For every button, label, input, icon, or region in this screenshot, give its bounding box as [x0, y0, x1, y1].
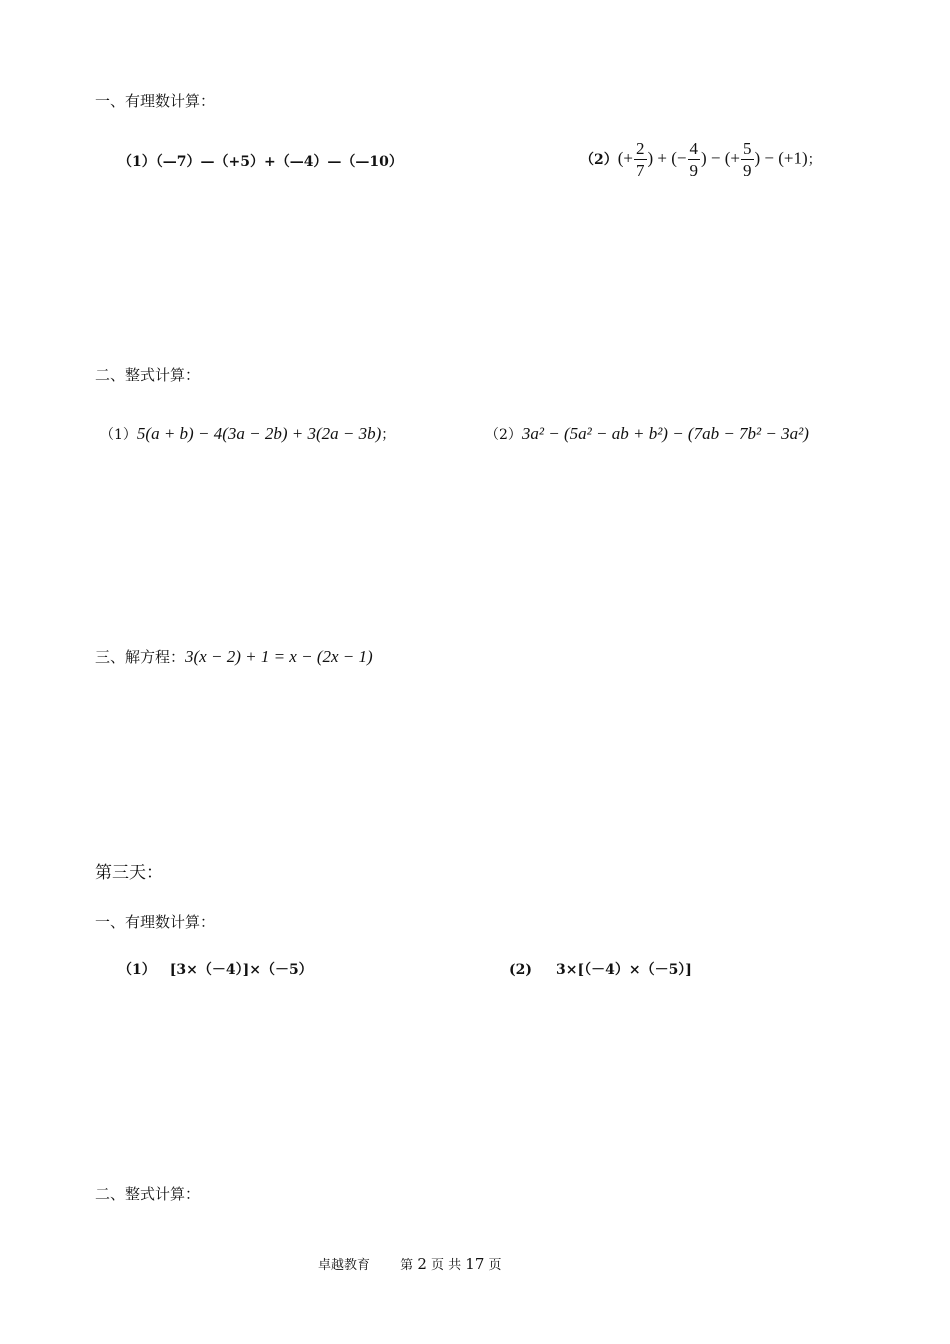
fraction [741, 140, 754, 179]
problem-label: （2） [485, 427, 522, 443]
problem-expression: 3a² − (5a² − ab + b²) − (7ab − 7b² − 3a²) [521, 424, 809, 443]
section-title-rational: 一、有理数计算： [95, 92, 216, 110]
problem-1-1 [118, 151, 403, 171]
fraction-numerator: 2 [636, 138, 645, 158]
problem-1-2 [580, 136, 822, 182]
fraction-numerator: 5 [743, 138, 752, 158]
problem-label: （1） [118, 154, 156, 170]
expr-part: ) − (+ [701, 147, 740, 167]
footer-organization: 卓越教育 [318, 1258, 371, 1273]
problem-expression: [3×（－4）]×（－5） [169, 962, 313, 978]
fraction-denominator: 9 [689, 160, 698, 180]
problem-2-1 [100, 424, 395, 444]
section-title-polynomial: 二、整式计算： [95, 366, 201, 384]
problem-3-equation [95, 646, 373, 667]
footer-total-pages: 17 [465, 1255, 485, 1273]
fraction-denominator: 7 [636, 160, 645, 180]
footer-page-prefix: 第 [400, 1258, 414, 1273]
equation-expression: 3(x − 2) + 1 = x − (2x − 1) [185, 647, 373, 666]
semicolon: ； [381, 427, 396, 443]
page-footer [318, 1254, 502, 1273]
fraction [688, 140, 701, 179]
fraction [634, 140, 647, 179]
problem-expression: （—7）—（+5）+（—4）—（—10） [155, 154, 403, 170]
fraction-numerator: 4 [689, 138, 698, 158]
day3-problem-1-1 [118, 959, 313, 979]
problem-expression: 5(a + b) − 4(3a − 2b) + 3(2a − 3b) [136, 424, 382, 443]
footer-page-middle: 页 共 [431, 1258, 462, 1273]
footer-page-suffix: 页 [488, 1258, 502, 1273]
day3-section-title-polynomial: 二、整式计算： [95, 1185, 201, 1203]
footer-page-number: 2 [417, 1255, 427, 1273]
expr-part: (+ [617, 147, 633, 167]
problem-label: （2） [580, 152, 618, 168]
problem-label: （1） [118, 962, 156, 978]
expr-part: ) + (− [647, 147, 687, 167]
expr-part: ) − (+1) [754, 147, 808, 167]
problem-2-2 [485, 424, 809, 444]
day3-section-title-rational: 一、有理数计算： [95, 913, 216, 931]
section-title-equation: 三、解方程： [95, 648, 186, 666]
problem-expression [618, 140, 808, 179]
day3-problem-1-2 [509, 959, 692, 979]
fraction-denominator: 9 [743, 160, 752, 180]
problem-label: （1） [100, 427, 137, 443]
semicolon: ； [807, 152, 822, 168]
problem-expression: 3×[（－4）×（－5）] [556, 962, 692, 978]
day3-heading: 第三天： [95, 863, 163, 883]
problem-label: (2) [509, 962, 532, 978]
